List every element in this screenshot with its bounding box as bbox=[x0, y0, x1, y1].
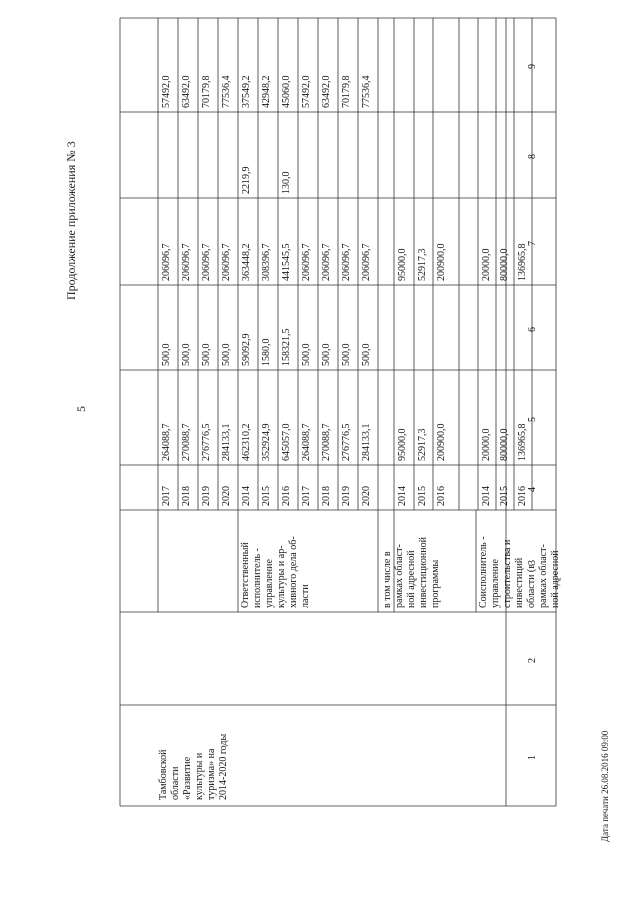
responsible-party-line: управление bbox=[264, 559, 275, 608]
responsible-party-line: инвестиционной bbox=[418, 537, 429, 608]
table-cell-col4: 2018 bbox=[321, 486, 332, 506]
table-cell-col5: 270088,7 bbox=[181, 423, 192, 461]
table-cell-col6: 500,0 bbox=[181, 343, 192, 366]
responsible-party-line: Ответственный bbox=[240, 542, 251, 608]
table-cell-col5: 276776,5 bbox=[341, 423, 352, 461]
table-cell-col7: 206096,7 bbox=[181, 243, 192, 281]
table-cell-col4: 2020 bbox=[221, 486, 232, 506]
table-cell-col4: 2015 bbox=[417, 486, 428, 506]
table-cell-col9: 57492,0 bbox=[301, 75, 312, 108]
table-cell-col4: 2015 bbox=[261, 486, 272, 506]
table-cell-col4: 2020 bbox=[361, 486, 372, 506]
table-cell-col4: 2014 bbox=[241, 486, 252, 506]
responsible-party-line: исполнитель - bbox=[252, 548, 263, 608]
table-cell-col5: 264088,7 bbox=[301, 423, 312, 461]
table-cell-col7: 206096,7 bbox=[301, 243, 312, 281]
responsible-party-line: хивного дела об- bbox=[288, 536, 299, 608]
table-cell-col5: 264088,7 bbox=[161, 423, 172, 461]
column-header-1: 1 bbox=[527, 754, 538, 760]
table-cell-col7: 206096,7 bbox=[161, 243, 172, 281]
table-cell-col4: 2019 bbox=[341, 486, 352, 506]
table-cell-col9: 57492,0 bbox=[161, 75, 172, 108]
column-header-9: 9 bbox=[527, 64, 538, 69]
table-cell-col7: 308396,7 bbox=[261, 243, 272, 281]
column-header-6: 6 bbox=[527, 326, 538, 332]
table-cell-col6: 158321,5 bbox=[281, 328, 292, 366]
responsible-party-line: ной адресной bbox=[406, 550, 417, 608]
responsible-party-line: рамках област- bbox=[394, 544, 405, 608]
table-cell-col4: 2016 bbox=[281, 486, 292, 506]
table-cell-col4: 2016 bbox=[517, 486, 528, 506]
program-name-line: культуры и bbox=[194, 752, 205, 800]
table-cell-col7: 206096,7 bbox=[321, 243, 332, 281]
table-cell-col5: 95000,0 bbox=[397, 428, 408, 461]
table-cell-col4: 2019 bbox=[201, 486, 212, 506]
program-name-line: «Развитие bbox=[182, 756, 193, 800]
table-cell-col9: 42948,2 bbox=[261, 75, 272, 108]
table-cell-col9: 70179,8 bbox=[201, 75, 212, 108]
table-cell-col7: 206096,7 bbox=[201, 243, 212, 281]
table-cell-col7: 206096,7 bbox=[341, 243, 352, 281]
table-cell-col7: 200900,0 bbox=[436, 243, 447, 281]
table-cell-col7: 136965,8 bbox=[517, 243, 528, 281]
table-cell-col7: 52917,3 bbox=[417, 248, 428, 281]
column-header-2: 2 bbox=[527, 657, 538, 663]
table-cell-col5: 276776,5 bbox=[201, 423, 212, 461]
table-cell-col7: 206096,7 bbox=[361, 243, 372, 281]
table-cell-col9: 63492,0 bbox=[321, 75, 332, 108]
table-cell-col4: 2017 bbox=[161, 486, 172, 506]
table-cell-col7: 363448,2 bbox=[241, 243, 252, 281]
table-cell-col4: 2014 bbox=[481, 486, 492, 506]
page-number: 5 bbox=[74, 406, 88, 412]
responsible-party-line: управление bbox=[490, 559, 501, 608]
table-cell-col4: 2017 bbox=[301, 486, 312, 506]
responsible-party-line: Соисполнитель - bbox=[478, 536, 489, 608]
responsible-party-line: строительства и bbox=[502, 539, 513, 608]
program-name-line: 2014-2020 годы bbox=[218, 733, 229, 800]
table-cell-col4: 2016 bbox=[436, 486, 447, 506]
responsible-party-line: в том числе в bbox=[382, 551, 393, 608]
responsible-party-line: программы bbox=[430, 559, 441, 608]
table-cell-col5: 284133,1 bbox=[221, 423, 232, 461]
table-cell-col5: 462310,2 bbox=[241, 423, 252, 461]
table-cell-col9: 70179,8 bbox=[341, 75, 352, 108]
column-header-5: 5 bbox=[527, 416, 538, 422]
responsible-party-line: области (в bbox=[526, 564, 537, 608]
table-cell-col6: 59092,9 bbox=[241, 333, 252, 366]
responsible-party-line: рамках област- bbox=[538, 544, 549, 608]
table-cell-col9: 77536,4 bbox=[221, 75, 232, 108]
table-cell-col4: 2014 bbox=[397, 486, 408, 506]
print-date: Дата печати 26.08.2016 09:00 bbox=[600, 730, 610, 842]
column-header-7: 7 bbox=[527, 240, 538, 246]
table-cell-col7: 20000,0 bbox=[481, 248, 492, 281]
column-header-8: 8 bbox=[527, 154, 538, 159]
table-cell-col5: 200900,0 bbox=[436, 423, 447, 461]
table-cell-col4: 2018 bbox=[181, 486, 192, 506]
table-cell-col7: 80000,0 bbox=[499, 248, 510, 281]
table-cell-col4: 2015 bbox=[499, 486, 510, 506]
table-cell-col6: 500,0 bbox=[161, 343, 172, 366]
table-cell-col9: 77536,4 bbox=[361, 75, 372, 108]
appendix-subtitle: Продолжение приложения № 3 bbox=[64, 141, 78, 300]
table-cell-col5: 20000,0 bbox=[481, 428, 492, 461]
responsible-party-line: ласти bbox=[300, 584, 311, 608]
table-cell-col9: 45060,0 bbox=[281, 75, 292, 108]
table-cell-col9: 63492,0 bbox=[181, 75, 192, 108]
program-name-line: области bbox=[170, 766, 181, 800]
responsible-party-line: инвестиций bbox=[514, 557, 525, 608]
table-cell-col5: 80000,0 bbox=[499, 428, 510, 461]
program-name-line: Тамбовской bbox=[158, 749, 169, 800]
table-cell-col7: 206096,7 bbox=[221, 243, 232, 281]
table-cell-col8: 2219,9 bbox=[241, 166, 252, 194]
table-cell-col6: 500,0 bbox=[301, 343, 312, 366]
table-cell-col5: 270088,7 bbox=[321, 423, 332, 461]
program-name-line: туризма» на bbox=[206, 748, 217, 800]
responsible-party-line: культуры и ар- bbox=[276, 545, 287, 608]
table-cell-col6: 500,0 bbox=[321, 343, 332, 366]
column-header-3: 3 bbox=[527, 560, 538, 565]
table-cell-col6: 1580,0 bbox=[261, 338, 272, 366]
table-cell-col8: 130,0 bbox=[281, 171, 292, 194]
table-cell-col5: 645057,0 bbox=[281, 423, 292, 461]
table-cell-col7: 441545,5 bbox=[281, 243, 292, 281]
table-cell-col7: 95000,0 bbox=[397, 248, 408, 281]
table-cell-col5: 136965,8 bbox=[517, 423, 528, 461]
table-cell-col5: 284133,1 bbox=[361, 423, 372, 461]
table-cell-col6: 500,0 bbox=[361, 343, 372, 366]
column-header-4: 4 bbox=[527, 486, 538, 492]
table-cell-col5: 352924,9 bbox=[261, 423, 272, 461]
table-cell-col9: 37549,2 bbox=[241, 75, 252, 108]
table-cell-col5: 52917,3 bbox=[417, 428, 428, 461]
responsible-party-line: ной адресной bbox=[550, 550, 561, 608]
table-cell-col6: 500,0 bbox=[201, 343, 212, 366]
table-cell-col6: 500,0 bbox=[221, 343, 232, 366]
table-cell-col6: 500,0 bbox=[341, 343, 352, 366]
